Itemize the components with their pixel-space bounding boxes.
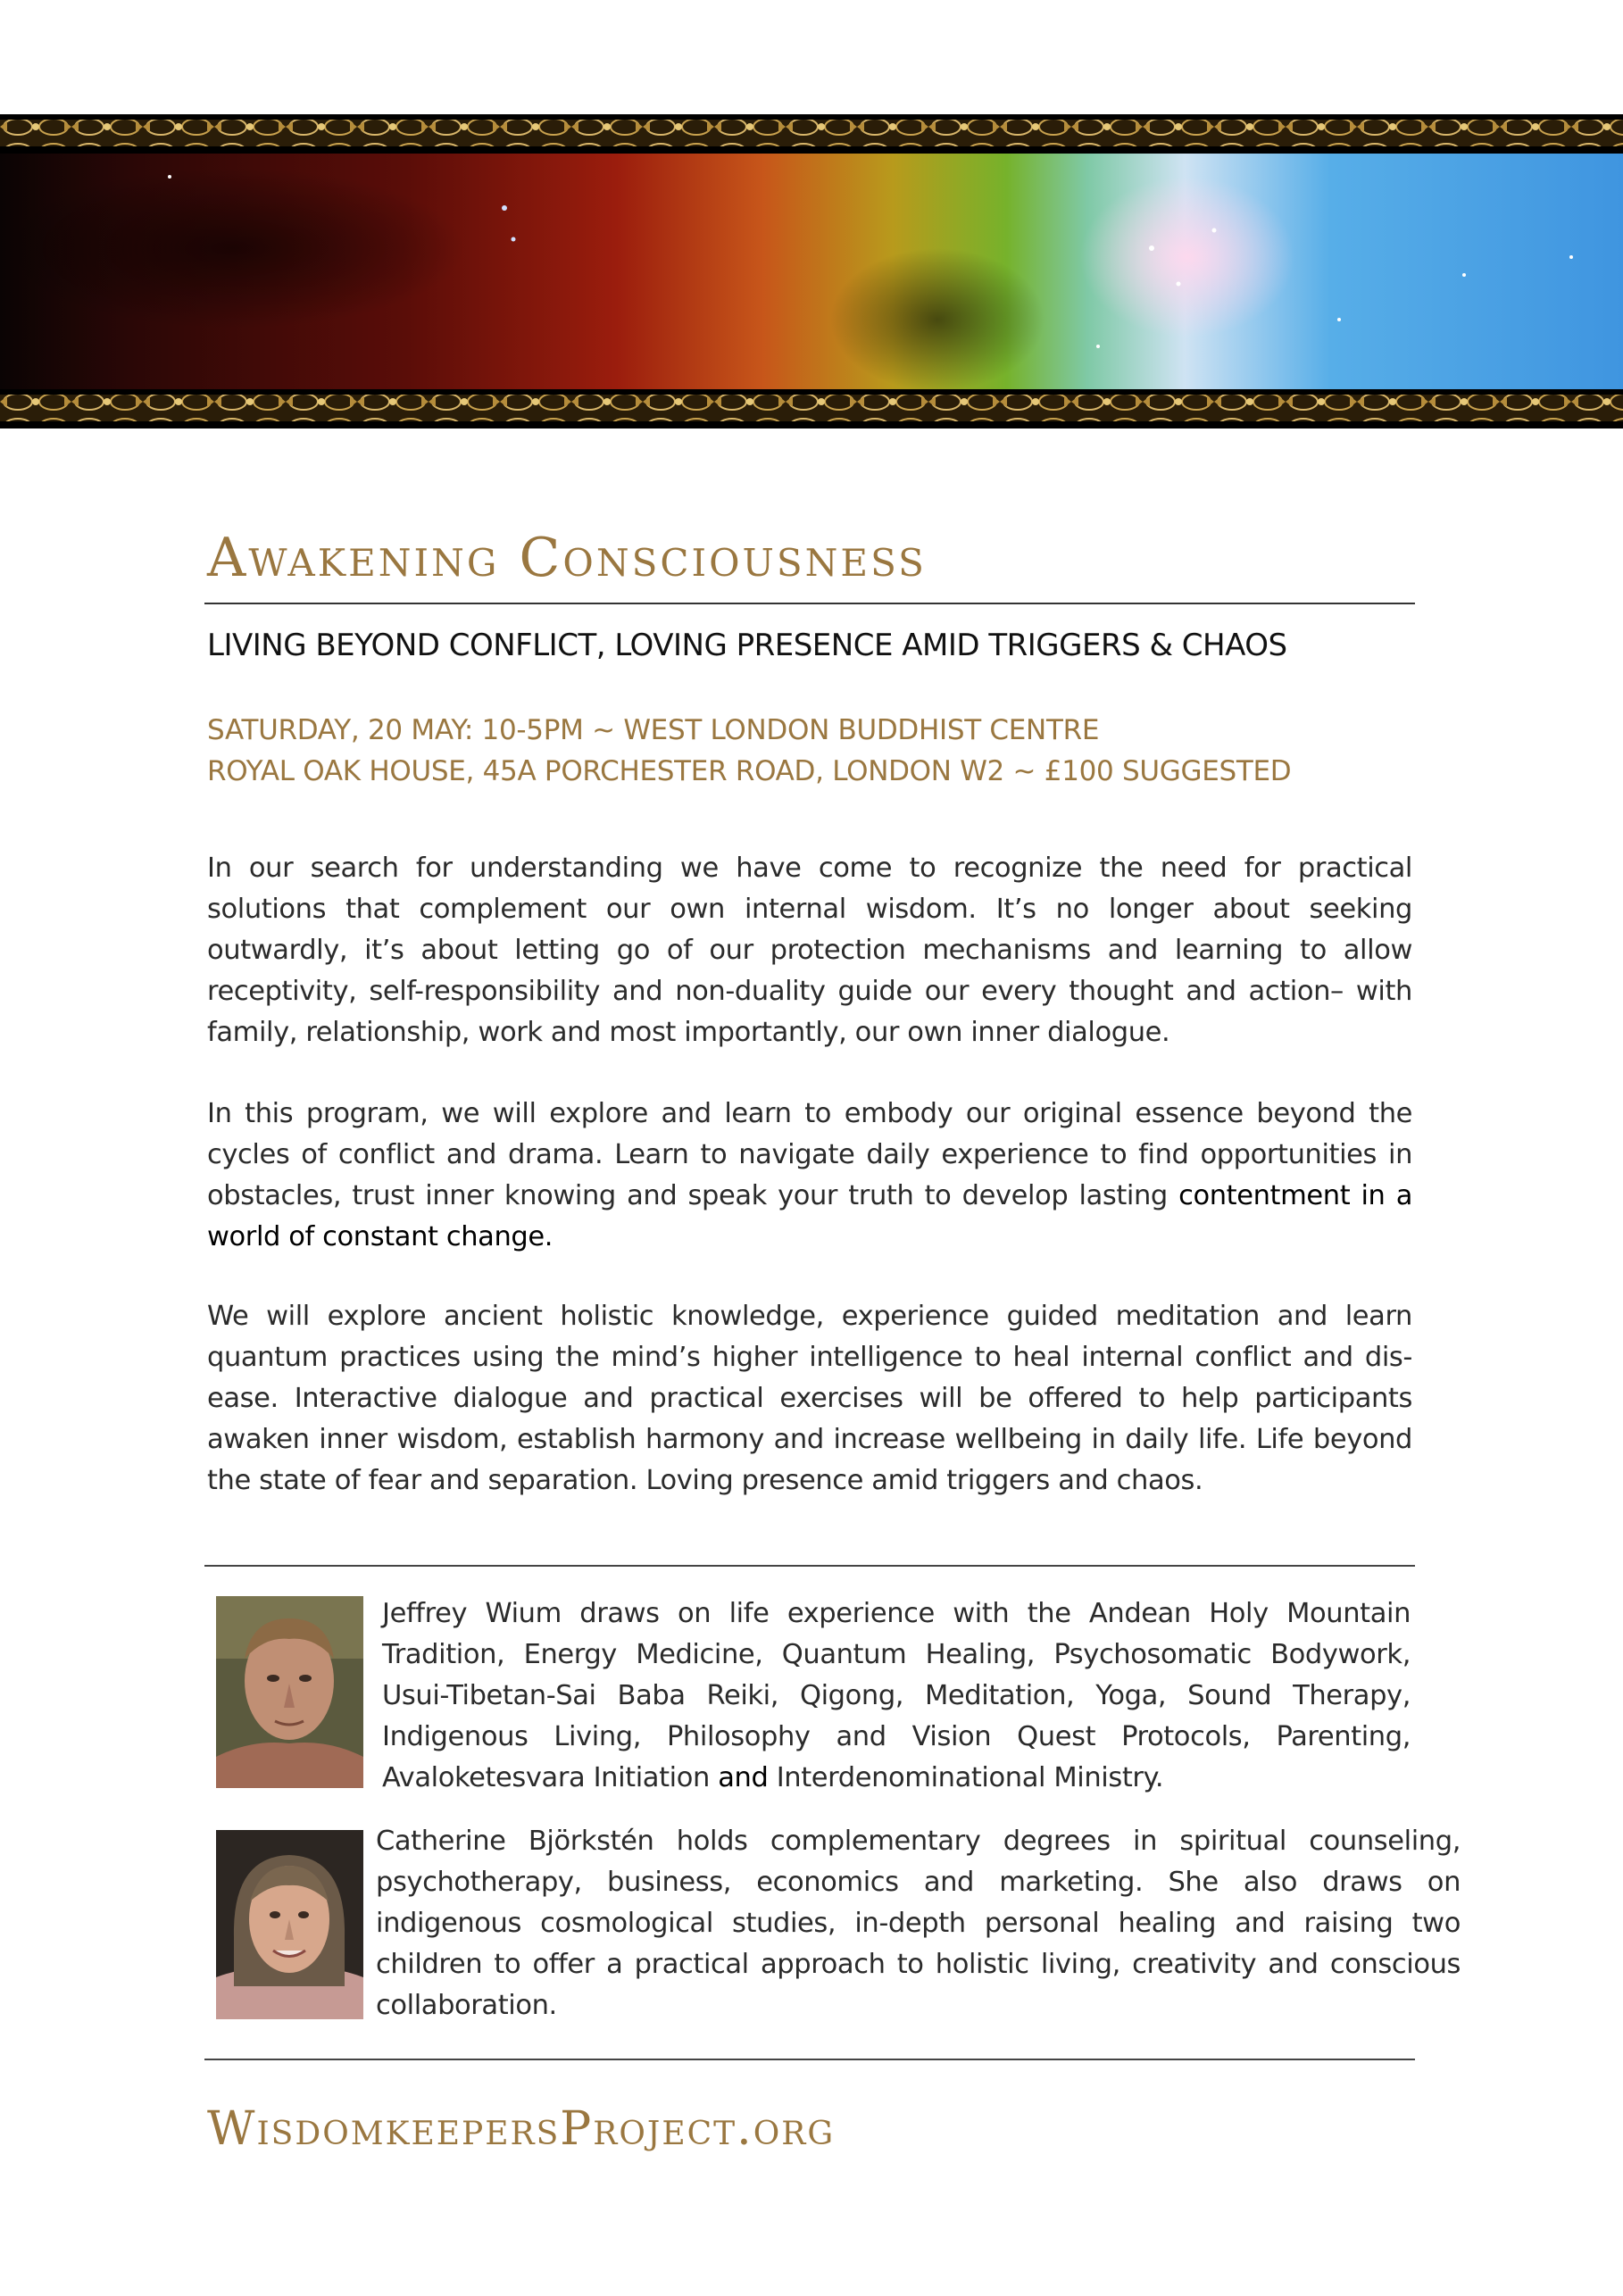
jeffrey-wium-bio-text: Jeffrey Wium draws on life experience with the Andean Holy Mountain Tradition, Energy Medicine, Quantum Healing, Psychosomatic Bodywork, Usui-Tibetan-Sai Baba Reiki, Qigong, Meditation, Yoga, Sound Therapy, Indigenous Living, Philosophy and Vision Quest Protocols, Parenting, Avaloketesvara Initiation bbox=[382, 1598, 1411, 1793]
title-divider bbox=[204, 603, 1415, 604]
catherine-bjorksten-photo bbox=[216, 1830, 363, 2019]
program-paragraph-emphasis: contentment in a world of constant change. bbox=[207, 1180, 1412, 1252]
bio-section-bottom-divider bbox=[204, 2059, 1415, 2060]
nebula-banner bbox=[0, 114, 1623, 428]
jeffrey-wium-photo bbox=[216, 1596, 363, 1788]
event-address-price: ROYAL OAK HOUSE, 45A PORCHESTER ROAD, LONDON W2 ~ £100 SUGGESTED bbox=[207, 755, 1292, 787]
intro-paragraph: In our search for understanding we have come to recognize the need for practical solutions that complement our own internal wisdom. It’s no longer about seeking outwardly, it’s about letting go of our protection mechanisms and learning to allow receptivity, self-responsibility and non-duality guide our every thought and action– with family, relationship, work and most importantly, our own inner dialogue. bbox=[207, 853, 1412, 1048]
jeffrey-wium-bio-end: Interdenominational Ministry. bbox=[768, 1762, 1164, 1793]
program-paragraph-text: In this program, we will explore and learn to embody our original essence beyond the cycles of conflict and drama. Learn to navigate daily experience to find opportunities in obstacles, trust inner knowing and speak your truth to develop lasting bbox=[207, 1098, 1412, 1211]
program-paragraph bbox=[207, 1094, 1412, 1258]
nebula-banner-image bbox=[0, 114, 1623, 428]
event-details bbox=[207, 710, 1414, 792]
website-link[interactable]: WisdomkeepersProject.org bbox=[207, 2102, 836, 2156]
event-date-venue: SATURDAY, 20 MAY: 10-5PM ~ WEST LONDON BUDDHIST CENTRE bbox=[207, 714, 1100, 746]
page-title: Awakening Consciousness bbox=[207, 527, 927, 589]
bio-section-top-divider bbox=[204, 1565, 1415, 1567]
page-subtitle: LIVING BEYOND CONFLICT, LOVING PRESENCE AMID TRIGGERS & CHAOS bbox=[207, 628, 1287, 663]
practices-paragraph: We will explore ancient holistic knowledge, experience guided meditation and learn quantum practices using the mind’s higher intelligence to heal internal conflict and dis-ease. Interactive dialogue and practical exercises will be offered to help participants awaken inner wisdom, establish harmony and increase wellbeing in daily life. Life beyond the state of fear and separation. Loving presence amid triggers and chaos. bbox=[207, 1301, 1412, 1496]
catherine-bjorksten-bio: Catherine Björkstén holds complementary degrees in spiritual counseling, psychotherapy, business, economics and marketing. She also draws on indigenous cosmological studies, in-depth personal healing and raising two children to offer a practical approach to holistic living, creativity and conscious collaboration. bbox=[376, 1826, 1461, 2021]
jeffrey-wium-bio bbox=[382, 1593, 1411, 1799]
jeffrey-wium-bio-and: and bbox=[718, 1762, 769, 1793]
